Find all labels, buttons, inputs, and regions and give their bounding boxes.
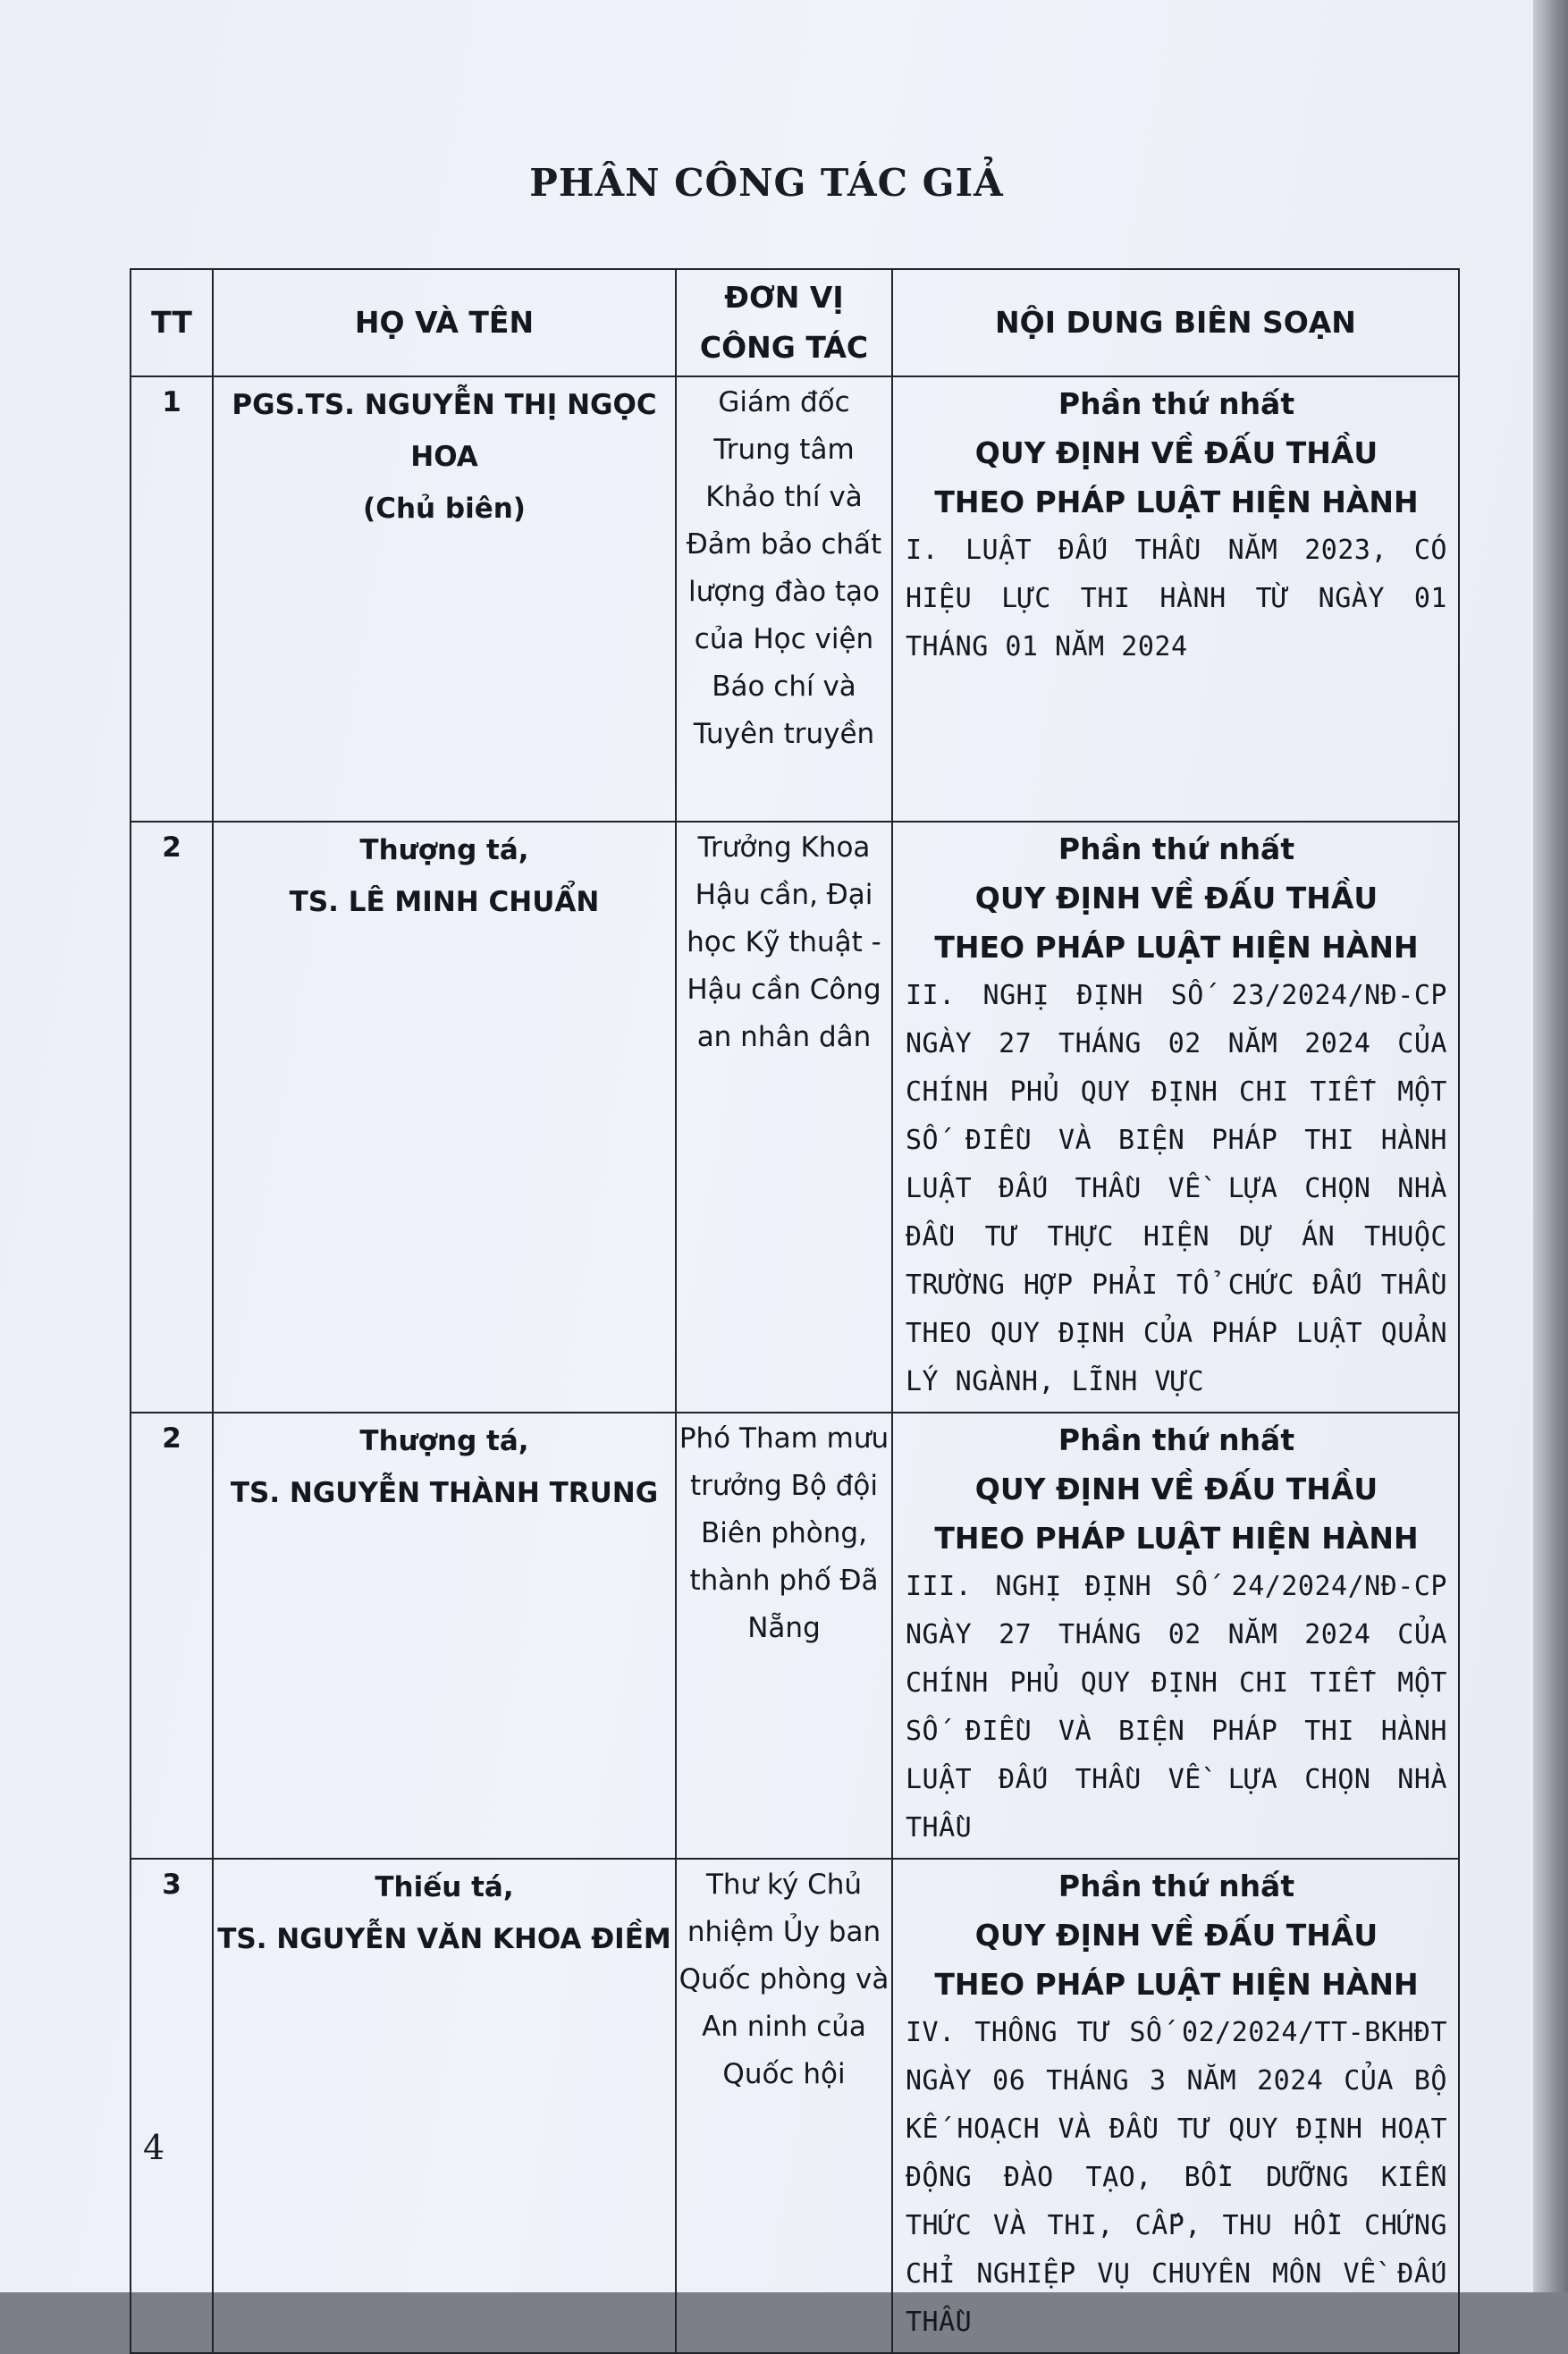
- page-number: 4: [143, 2128, 165, 2167]
- table-row: [131, 1859, 1459, 2353]
- author-name-cell: [213, 376, 676, 822]
- author-name-cell: [213, 1413, 676, 1859]
- author-name-line1: Thượng tá,: [359, 834, 529, 866]
- row-number: 2: [131, 822, 213, 1413]
- part-heading-3: THEO PHÁP LUẬT HIỆN HÀNH: [934, 485, 1419, 519]
- content-text: III. NGHỊ ĐỊNH SỐ 24/2024/NĐ-CP NGÀY 27 THÁNG 02 NĂM 2024 CỦA CHÍNH PHỦ QUY ĐỊNH CHI TIẾT MỘT SỐ ĐIỀU VÀ BIỆN PHÁP THI HÀNH LUẬT ĐẤU THẦU VỀ LỰA CHỌN NHÀ THẦU: [906, 1571, 1447, 1844]
- part-heading-1: Phần thứ nhất: [1058, 831, 1295, 866]
- author-name-line2: TS. NGUYỄN THÀNH TRUNG: [230, 1477, 659, 1509]
- author-name-cell: [213, 822, 676, 1413]
- header-name: HỌ VÀ TÊN: [213, 269, 676, 376]
- authors-table: [130, 268, 1460, 2354]
- header-unit-line2: CÔNG TÁC: [699, 330, 869, 365]
- author-name-line2: TS. LÊ MINH CHUẨN: [289, 886, 600, 918]
- part-heading-1: Phần thứ nhất: [1058, 1422, 1295, 1457]
- part-heading-1: Phần thứ nhất: [1058, 1869, 1295, 1903]
- author-name-line2: TS. NGUYỄN VĂN KHOA ĐIỀM: [217, 1923, 671, 1955]
- content-cell: [892, 1413, 1459, 1859]
- content-cell: [892, 376, 1459, 822]
- author-name-line1: Thượng tá,: [359, 1425, 529, 1457]
- header-content: NỘI DUNG BIÊN SOẠN: [892, 269, 1459, 376]
- content-text: I. LUẬT ĐẤU THẦU NĂM 2023, CÓ HIỆU LỰC THI HÀNH TỪ NGÀY 01 THÁNG 01 NĂM 2024: [906, 535, 1447, 662]
- author-name-line1: PGS.TS. NGUYỄN THỊ NGỌC HOA: [232, 389, 657, 473]
- content-cell: [892, 822, 1459, 1413]
- content-text: II. NGHỊ ĐỊNH SỐ 23/2024/NĐ-CP NGÀY 27 THÁNG 02 NĂM 2024 CỦA CHÍNH PHỦ QUY ĐỊNH CHI TIẾT MỘT SỐ ĐIỀU VÀ BIỆN PHÁP THI HÀNH LUẬT ĐẤU THẦU VỀ LỰA CHỌN NHÀ ĐẦU TƯ THỰC HIỆN DỰ ÁN THUỘC TRƯỜNG HỢP PHẢI TỔ CHỨC ĐẤU THẦU THEO QUY ĐỊNH CỦA PHÁP LUẬT QUẢN LÝ NGÀNH, LĨNH VỰC: [906, 980, 1447, 1397]
- author-unit: Trưởng Khoa Hậu cần, Đại học Kỹ thuật - Hậu cần Công an nhân dân: [676, 822, 892, 1413]
- part-heading-3: THEO PHÁP LUẬT HIỆN HÀNH: [934, 1967, 1419, 2002]
- header-tt: TT: [131, 269, 213, 376]
- author-name-line2: (Chủ biên): [363, 493, 526, 525]
- author-name-cell: [213, 1859, 676, 2353]
- part-heading-2: QUY ĐỊNH VỀ ĐẤU THẦU: [974, 1472, 1378, 1506]
- content-cell: [892, 1859, 1459, 2353]
- header-unit: [676, 269, 892, 376]
- part-heading-2: QUY ĐỊNH VỀ ĐẤU THẦU: [974, 435, 1378, 470]
- page-title: PHÂN CÔNG TÁC GIẢ: [529, 161, 1004, 205]
- part-heading-3: THEO PHÁP LUẬT HIỆN HÀNH: [934, 1521, 1419, 1556]
- row-number: 2: [131, 1413, 213, 1859]
- table-header-row: [131, 269, 1459, 376]
- row-number: 3: [131, 1859, 213, 2353]
- author-unit: Thư ký Chủ nhiệm Ủy ban Quốc phòng và An ninh của Quốc hội: [676, 1859, 892, 2353]
- row-number: 1: [131, 376, 213, 822]
- author-unit: Giám đốc Trung tâm Khảo thí và Đảm bảo chất lượng đào tạo của Học viện Báo chí và Tuyên truyền: [676, 376, 892, 822]
- table-row: [131, 822, 1459, 1413]
- page-edge: [1533, 0, 1568, 2292]
- part-heading-2: QUY ĐỊNH VỀ ĐẤU THẦU: [974, 881, 1378, 915]
- content-text: IV. THÔNG TƯ SỐ 02/2024/TT-BKHĐT NGÀY 06 THÁNG 3 NĂM 2024 CỦA BỘ KẾ HOẠCH VÀ ĐẦU TƯ QUY ĐỊNH HOẠT ĐỘNG ĐÀO TẠO, BỒI DƯỠNG KIẾN THỨC VÀ THI, CẤP, THU HỒI CHỨNG CHỈ NGHIỆP VỤ CHUYÊN MÔN VỀ ĐẤU THẦU: [906, 2017, 1447, 2338]
- part-heading-3: THEO PHÁP LUẬT HIỆN HÀNH: [934, 930, 1419, 965]
- part-heading-2: QUY ĐỊNH VỀ ĐẤU THẦU: [974, 1918, 1378, 1953]
- part-heading-1: Phần thứ nhất: [1058, 386, 1295, 421]
- header-unit-line1: ĐƠN VỊ: [724, 280, 844, 315]
- table-row: [131, 1413, 1459, 1859]
- author-unit: Phó Tham mưu trưởng Bộ đội Biên phòng, thành phố Đã Nẵng: [676, 1413, 892, 1859]
- table-row: [131, 376, 1459, 822]
- author-name-line1: Thiếu tá,: [375, 1871, 514, 1903]
